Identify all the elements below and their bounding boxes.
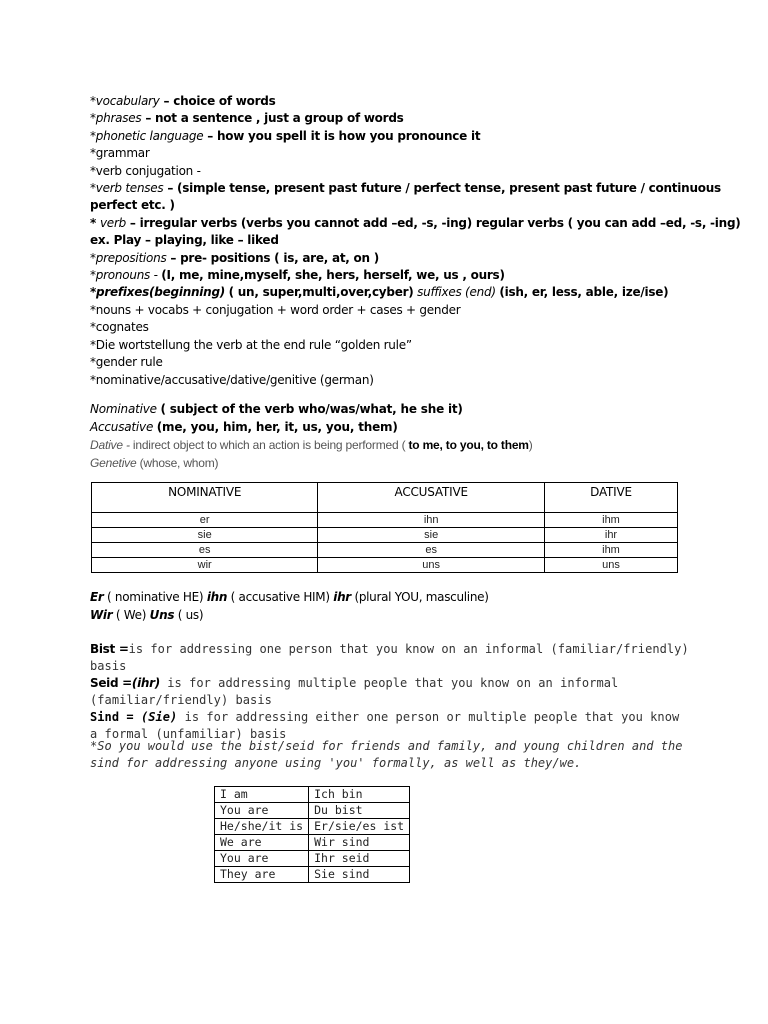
case-accusative: Accusative (me, you, him, her, it, us, you, them): [90, 420, 398, 434]
english-cell: You are: [215, 851, 309, 867]
table-row: [92, 543, 678, 558]
english-cell: I am: [215, 787, 309, 803]
note-grammar: *grammar: [90, 146, 150, 161]
note-phonetic: *phonetic language – how you spell it is how you pronounce it: [90, 128, 481, 143]
german-cell: Du bist: [309, 803, 410, 819]
addressing-seid: Seid =(ihr) is for addressing multiple people that you know on an informal (familiar/friendly) basis: [90, 676, 619, 707]
table-cell: sie: [92, 528, 318, 543]
table-row: [215, 803, 410, 819]
note-pronouns: *pronouns - (I, me, mine,myself, she, hers, herself, we, us , ours): [90, 268, 505, 283]
note-cognates: *cognates: [90, 320, 149, 335]
table-row: [215, 851, 410, 867]
table-row: [215, 819, 410, 835]
table-cell: sie: [318, 528, 545, 543]
german-cell: Ich bin: [309, 787, 410, 803]
usage-note: *So you would use the bist/seid for friends and family, and young children and the sind for addressing anyone using 'you' formally, as well as they/we.: [90, 739, 683, 770]
addressing-bist: Bist =is for addressing one person that you know on an informal (familiar/friendly) basis: [90, 642, 689, 673]
note-wortstellung: *Die wortstellung the verb at the end rule “golden rule”: [90, 337, 412, 352]
case-genitive: Genetive (whose, whom): [90, 456, 219, 470]
note-gender-rule: *gender rule: [90, 355, 163, 370]
table-row: [215, 867, 410, 883]
german-cell: Er/sie/es ist: [309, 819, 410, 835]
conjugation-table: [214, 786, 410, 883]
note-example: ex. Play – playing, like – liked: [90, 233, 279, 248]
english-cell: You are: [215, 803, 309, 819]
cases-table: [91, 482, 678, 573]
pronoun-line-2: Wir ( We) Uns ( us): [90, 608, 204, 622]
header-dative: DATIVE: [545, 483, 678, 513]
table-row: [215, 787, 410, 803]
note-nouns: *nouns + vocabs + conjugation + word order + cases + gender: [90, 302, 461, 317]
table-row: [92, 528, 678, 543]
english-cell: We are: [215, 835, 309, 851]
header-nominative: NOMINATIVE: [92, 483, 318, 513]
german-cell: Ihr seid: [309, 851, 410, 867]
table-cell: ihm: [545, 513, 678, 528]
table-header-row: [92, 483, 678, 513]
header-accusative: ACCUSATIVE: [318, 483, 545, 513]
notes-list: [90, 93, 741, 389]
table-cell: uns: [318, 558, 545, 573]
note-verb-conjugation: *verb conjugation -: [90, 163, 201, 178]
table-cell: es: [318, 543, 545, 558]
english-cell: They are: [215, 867, 309, 883]
addressing-sind: Sind = (Sie) is for addressing either one person or multiple people that you know a formal (unfamiliar) basis: [90, 710, 680, 741]
table-cell: er: [92, 513, 318, 528]
note-phrases: *phrases – not a sentence , just a group of words: [90, 111, 404, 126]
table-cell: wir: [92, 558, 318, 573]
note-prefixes-suffixes: *prefixes(beginning) ( un, super,multi,over,cyber) suffixes (end) (ish, er, less, able, ize/ise): [90, 285, 669, 300]
table-cell: uns: [545, 558, 678, 573]
case-dative: Dative - indirect object to which an action is being performed ( to me, to you, to them): [90, 438, 533, 452]
note-verb: * verb – irregular verbs (verbs you cannot add –ed, -s, -ing) regular verbs ( you can add –ed, -s, -ing): [90, 215, 741, 230]
addressing-section: [90, 641, 690, 743]
table-cell: ihn: [318, 513, 545, 528]
note-vocabulary: *vocabulary – choice of words: [90, 94, 276, 108]
table-cell: ihr: [545, 528, 678, 543]
note-cases: *nominative/accusative/dative/genitive (german): [90, 372, 374, 387]
table-row: [92, 558, 678, 573]
german-cell: Wir sind: [309, 835, 410, 851]
table-row: [215, 835, 410, 851]
pronoun-lines: [90, 588, 730, 624]
note-verb-tenses: *verb tenses – (simple tense, present past future / perfect tense, present past future / continuous perfect etc. ): [90, 181, 721, 213]
german-cell: Sie sind: [309, 867, 410, 883]
english-cell: He/she/it is: [215, 819, 309, 835]
table-cell: es: [92, 543, 318, 558]
note-prepositions: *prepositions – pre- positions ( is, are, at, on ): [90, 250, 379, 265]
case-nominative: Nominative ( subject of the verb who/was/what, he she it): [90, 402, 463, 416]
pronoun-line-1: Er ( nominative HE) ihn ( accusative HIM) ihr (plural YOU, masculine): [90, 590, 489, 604]
cases-descriptions: [90, 400, 730, 472]
table-row: [92, 513, 678, 528]
table-cell: ihm: [545, 543, 678, 558]
